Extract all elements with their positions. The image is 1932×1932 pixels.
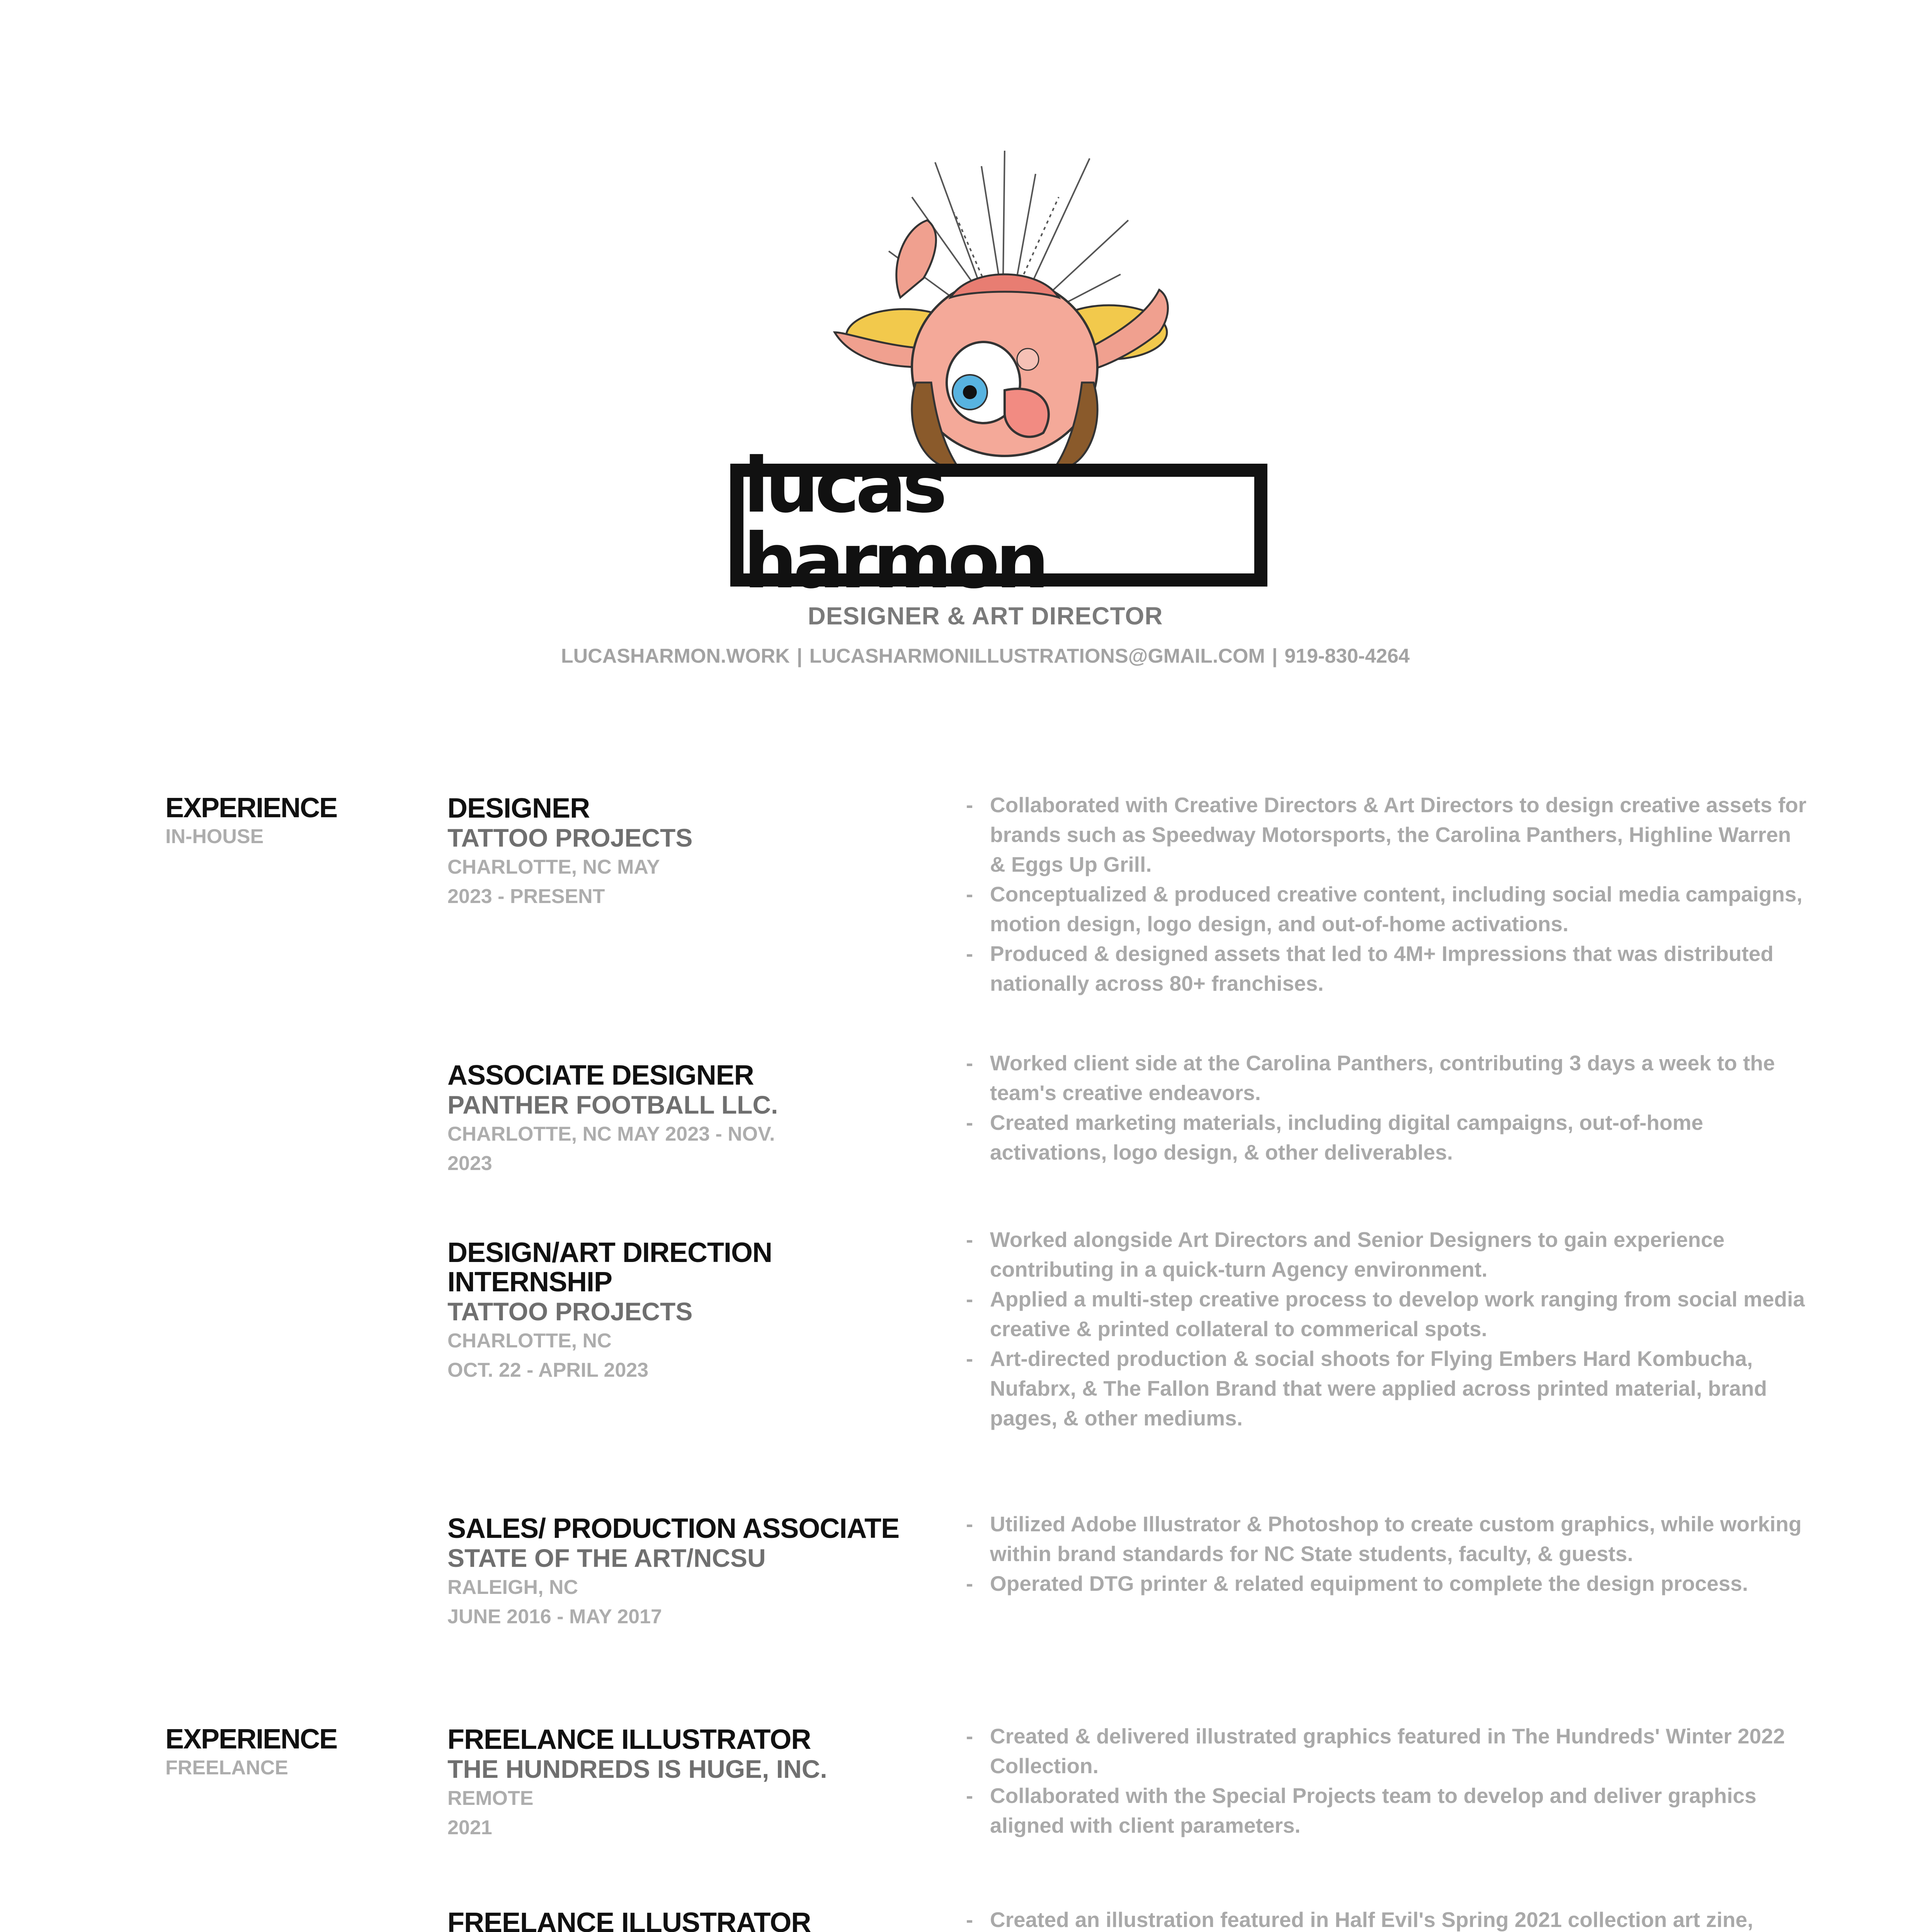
cartoon-mascot-illustration	[788, 151, 1225, 468]
bullet-item: - Created an illustration featured in Half Evil's Spring 2021 collection art zine,	[966, 1905, 1808, 1932]
bullet-item: - Worked client side at the Carolina Panthers, contributing 3 days a week to the team's creative endeavors.	[966, 1048, 1808, 1108]
bullet-item: - Collaborated with the Special Projects team to develop and deliver graphics aligned with client parameters.	[966, 1781, 1808, 1840]
job-location: CHARLOTTE, NC MAY	[447, 856, 660, 878]
bullet-item: - Conceptualized & produced creative content, including social media campaigns, motion design, logo design, and out-of-home activations.	[966, 879, 1808, 939]
section-subtitle: IN-HOUSE	[165, 825, 264, 848]
job-title: FREELANCE ILLUSTRATOR	[447, 1907, 811, 1932]
job-location: REMOTE	[447, 1787, 534, 1810]
job-entry	[447, 1908, 903, 1932]
job-bullets	[966, 1225, 1808, 1433]
job-company: THE HUNDREDS IS HUGE, INC.	[447, 1755, 827, 1783]
job-entry	[447, 1725, 903, 1842]
job-title: DESIGNER	[447, 793, 590, 824]
job-entry	[447, 1238, 903, 1385]
separator: |	[797, 645, 803, 667]
hand-left-top	[896, 220, 936, 298]
phone-number[interactable]: 919-830-4264	[1284, 645, 1410, 667]
bullet-item: - Created marketing materials, including digital campaigns, out-of-home activations, logo design, & other deliverables.	[966, 1108, 1808, 1167]
eye-pupil	[963, 385, 977, 399]
job-company: TATTOO PROJECTS	[447, 1297, 693, 1326]
bullet-item: - Collaborated with Creative Directors & Art Directors to design creative assets for brands such as Speedway Motorsports, the Carolina Panthers, Highline Warren & Eggs Up Grill.	[966, 790, 1808, 879]
section-subtitle: FREELANCE	[165, 1757, 288, 1779]
job-role-title: DESIGNER & ART DIRECTOR	[808, 602, 1163, 630]
job-location: CHARLOTTE, NC	[447, 1330, 612, 1352]
name-logo	[730, 442, 1267, 605]
job-title: FREELANCE ILLUSTRATOR	[447, 1724, 811, 1755]
job-dates: 2023 - PRESENT	[447, 885, 605, 908]
job-title: DESIGN/ART DIRECTION INTERNSHIP	[447, 1237, 772, 1298]
job-company: TATTOO PROJECTS	[447, 823, 693, 852]
section-experience-freelance	[165, 1724, 337, 1779]
bullet-item: - Art-directed production & social shoots for Flying Embers Hard Kombucha, Nufabrx, & The Fallon Brand that were applied across printed material, brand pages, & other mediums.	[966, 1344, 1808, 1433]
job-bullets	[966, 1509, 1808, 1599]
job-dates: JUNE 2016 - MAY 2017	[447, 1605, 662, 1628]
bullet-item: - Applied a multi-step creative process to develop work ranging from social media creative & printed collateral to commerical spots.	[966, 1284, 1808, 1344]
bullet-item: - Produced & designed assets that led to 4M+ Impressions that was distributed nationally across 80+ franchises.	[966, 939, 1808, 998]
job-bullets	[966, 790, 1808, 998]
separator: |	[1272, 645, 1278, 667]
email-link[interactable]: LUCASHARMONILLUSTRATIONS@GMAIL.COM	[809, 645, 1265, 667]
job-bullets	[966, 1721, 1808, 1840]
job-title: SALES/ PRODUCTION ASSOCIATE	[447, 1513, 900, 1544]
job-title: ASSOCIATE DESIGNER	[447, 1060, 754, 1091]
job-location: RALEIGH, NC	[447, 1576, 578, 1599]
job-dates: 2021	[447, 1816, 492, 1839]
bullet-item: - Worked alongside Art Directors and Senior Designers to gain experience contributing in a quick-turn Agency environment.	[966, 1225, 1808, 1284]
bullet-item: - Created & delivered illustrated graphics featured in The Hundreds' Winter 2022 Collection.	[966, 1721, 1808, 1781]
website-link[interactable]: LUCASHARMON.WORK	[561, 645, 790, 667]
job-entry	[447, 1514, 903, 1631]
job-bullets	[966, 1048, 1808, 1167]
job-bullets	[966, 1905, 1808, 1932]
section-experience-inhouse	[165, 793, 337, 848]
cheek	[1017, 349, 1039, 370]
job-dates: 2023	[447, 1152, 492, 1175]
contact-line	[0, 645, 1932, 668]
section-title: EXPERIENCE	[165, 1724, 337, 1755]
job-entry	[447, 794, 903, 911]
job-entry	[447, 1061, 903, 1178]
job-dates: OCT. 22 - APRIL 2023	[447, 1359, 649, 1381]
section-title: EXPERIENCE	[165, 793, 337, 823]
job-company: PANTHER FOOTBALL LLC.	[447, 1090, 778, 1119]
job-location: CHARLOTTE, NC MAY 2023 - NOV.	[447, 1123, 775, 1145]
bullet-item: - Operated DTG printer & related equipment to complete the design process.	[966, 1569, 1808, 1599]
logo-name-text: lucas harmon	[743, 442, 1045, 605]
bullet-item: - Utilized Adobe Illustrator & Photoshop to create custom graphics, while working within brand standards for NC State students, faculty, & guests.	[966, 1509, 1808, 1569]
job-company: STATE OF THE ART/NCSU	[447, 1544, 766, 1572]
